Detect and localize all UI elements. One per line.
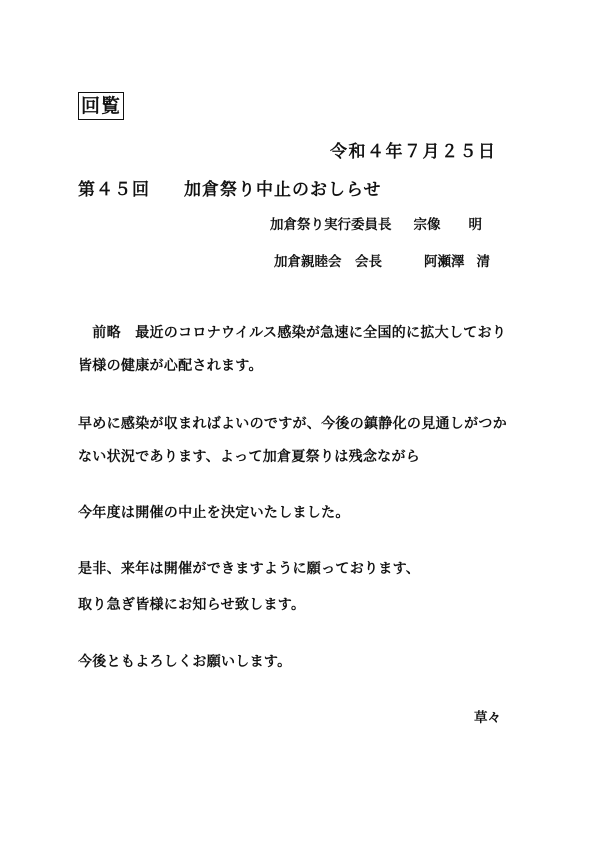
body-line-greeting: 前略 最近のコロナウイルス感染が急速に全国的に拡大しており bbox=[78, 325, 507, 341]
signatory-given-name: 明 bbox=[468, 217, 482, 233]
body-line-hope: 早めに感染が収まればよいのですが、今後の鎮静化の見通しがつか bbox=[78, 416, 507, 432]
body-line-cancellation: 今年度は開催の中止を決定いたしました。 bbox=[78, 505, 350, 521]
signatory-family-name: 宗像 bbox=[413, 217, 441, 233]
closing-word: 草々 bbox=[474, 710, 501, 726]
body-line-regards: 今後ともよろしくお願いします。 bbox=[78, 654, 292, 670]
signatory-association-president bbox=[274, 250, 490, 270]
signatory-role: 加倉親睦会 会長 bbox=[274, 254, 382, 270]
signatory-family-name: 阿瀬澤 bbox=[424, 254, 465, 270]
body-line-concern: 皆様の健康が心配されます。 bbox=[78, 358, 263, 374]
body-line-next-year: 是非、来年は開催ができますように願っております、 bbox=[78, 561, 421, 577]
document-date: 令和４年７月２５日 bbox=[330, 142, 497, 162]
body-line-notice: 取り急ぎ皆様にお知らせ致します。 bbox=[78, 597, 306, 613]
circulation-stamp: 回覧 bbox=[78, 92, 124, 120]
signatory-committee-chair bbox=[270, 213, 482, 233]
signatory-given-name: 清 bbox=[476, 254, 490, 270]
title-subject: 加倉祭り中止のおしらせ bbox=[184, 180, 382, 200]
body-line-situation: ない状況であります、よって加倉夏祭りは残念ながら bbox=[78, 449, 421, 465]
document-title bbox=[78, 175, 382, 200]
issue-number: 第４５回 bbox=[78, 180, 150, 200]
signatory-role: 加倉祭り実行委員長 bbox=[270, 217, 392, 233]
